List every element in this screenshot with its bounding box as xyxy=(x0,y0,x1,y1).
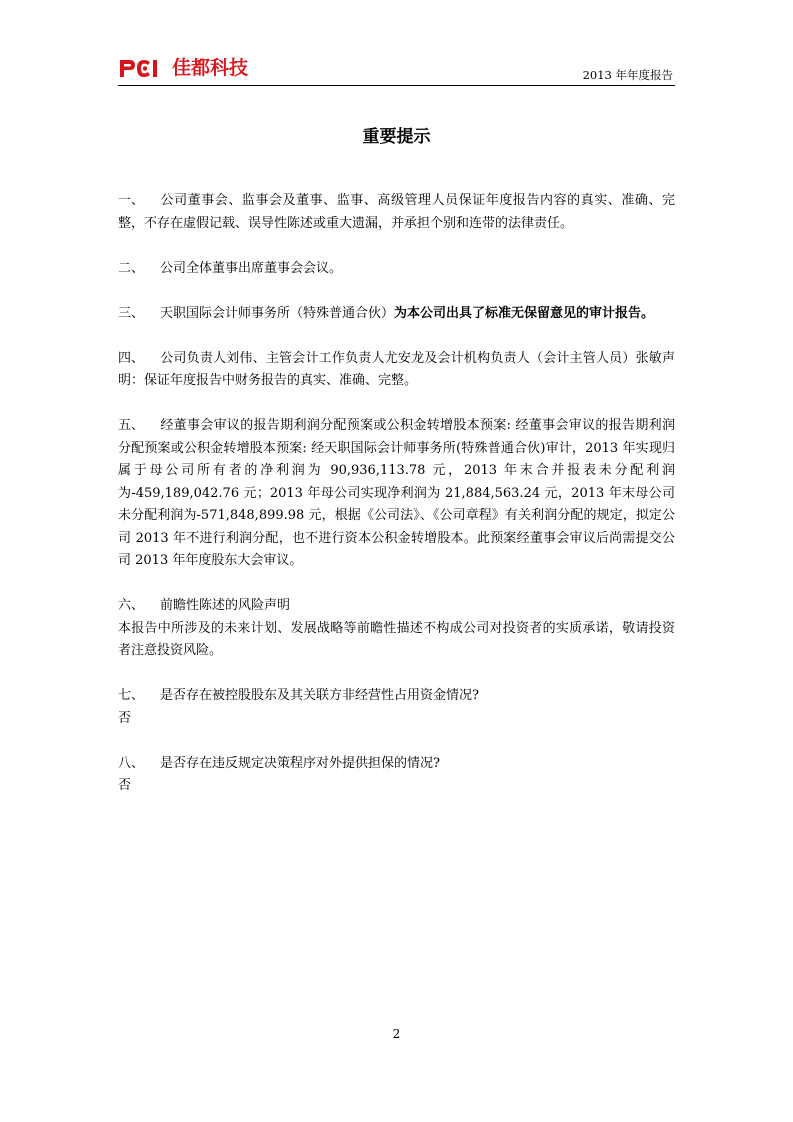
section-text: 天职国际会计师事务所（特殊普通合伙） xyxy=(160,305,395,321)
section-number: 四、 xyxy=(118,350,145,366)
pci-logo-icon xyxy=(118,57,168,79)
section-bold-text: 为本公司出具了标准无保留意见的审计报告。 xyxy=(394,305,655,321)
section-8 xyxy=(118,753,675,798)
section-text: 是否存在被控股股东及其关联方非经营性占用资金情况? xyxy=(160,688,479,703)
section-number: 七、 xyxy=(118,688,145,703)
section-number: 八、 xyxy=(118,755,145,771)
section-text: 是否存在违反规定决策程序对外提供担保的情况? xyxy=(160,755,440,771)
section-1 xyxy=(118,190,675,235)
section-number: 三、 xyxy=(118,305,145,321)
document-body xyxy=(118,190,675,820)
section-text: 经董事会审议的报告期利润分配预案或公积金转增股本预案: 经董事会审议的报告期利润分配预案或公积金转增股本预案: 经天职国际会计师事务所(特殊普通合伙)审计，2013 年实现归属于母公司所有者的净利润为 90,936,113.78 元，2013 年末合并报表未分配利润为-459,189,042.76 元；2013 年母公司实现净利润为 21,884,563.24 元，2013 年末母公司未分配利润为-571,848,899.98 元，根据《公司法》、《公司章程》有关利润分配的规定，拟定公司 2013 年不进行利润分配，也不进行资本公积金转增股本。此预案经董事会审议后尚需提交公司 2013 年年度股东大会审议。 xyxy=(118,418,675,568)
section-number: 六、 xyxy=(118,598,145,613)
section-number: 五、 xyxy=(118,418,145,433)
section-text: 前瞻性陈述的风险声明 xyxy=(160,598,291,613)
page-number: 2 xyxy=(392,1027,401,1041)
section-detail: 本报告中所涉及的未来计划、发展战略等前瞻性描述不构成公司对投资者的实质承诺，敬请投资者注意投资风险。 xyxy=(118,620,675,658)
page-title: 重要提示 xyxy=(362,127,431,147)
page-header xyxy=(118,55,675,86)
section-2 xyxy=(118,258,675,281)
section-6 xyxy=(118,595,675,663)
section-4 xyxy=(118,348,675,393)
company-name: 佳都科技 xyxy=(172,57,249,79)
report-title: 2013 年年度报告 xyxy=(582,68,673,82)
section-detail: 否 xyxy=(118,710,132,726)
section-7 xyxy=(118,685,675,730)
section-number: 二、 xyxy=(118,260,145,276)
section-text: 公司负责人刘伟、主管会计工作负责人尤安龙及会计机构负责人（会计主管人员）张敏声明：保证年度报告中财务报告的真实、准确、完整。 xyxy=(118,350,675,388)
section-number: 一、 xyxy=(118,193,145,208)
section-text: 公司全体董事出席董事会会议。 xyxy=(160,260,343,276)
section-3 xyxy=(118,303,675,326)
section-detail: 否 xyxy=(118,778,132,793)
company-logo xyxy=(118,55,248,81)
section-text: 公司董事会、监事会及董事、监事、高级管理人员保证年度报告内容的真实、准确、完整，不存在虚假记载、误导性陈述或重大遗漏，并承担个别和连带的法律责任。 xyxy=(118,193,675,231)
section-5 xyxy=(118,415,675,573)
